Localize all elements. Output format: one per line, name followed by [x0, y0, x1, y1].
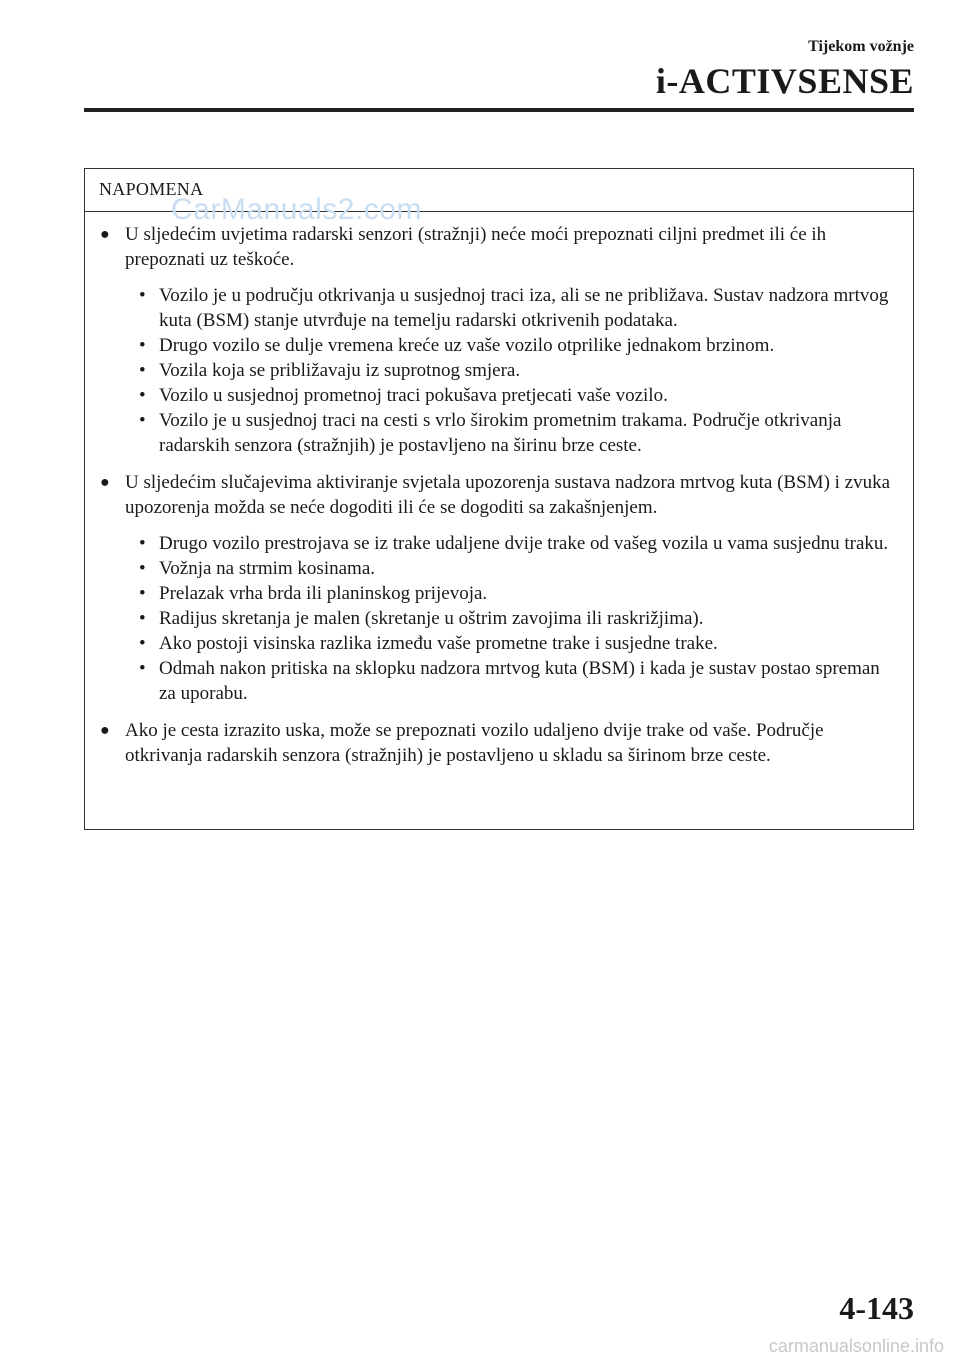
note-header — [85, 169, 913, 226]
list-item — [139, 606, 899, 631]
list-item-text: Odmah nakon pritiska na sklopku nadzora mrtvog kuta (BSM) i kada je sustav postao spreman za uporabu. — [159, 658, 880, 704]
page-number: 4-143 — [839, 1290, 914, 1326]
sub-list — [139, 531, 899, 706]
list-item — [139, 408, 899, 458]
list-item — [139, 283, 899, 333]
list-item-text: Radijus skretanja je malen (skretanje u oštrim zavojima ili raskrižjima). — [159, 608, 704, 629]
list-item — [139, 556, 899, 581]
note-section — [99, 222, 899, 458]
note-section — [99, 470, 899, 706]
bullet-marker: ● — [100, 474, 110, 491]
list-item — [139, 581, 899, 606]
list-item-text: Vozila koja se približavaju iz suprotnog smjera. — [159, 360, 521, 381]
sub-bullet-marker: • — [139, 360, 146, 381]
sub-bullet-marker: • — [139, 385, 146, 406]
section-text: U sljedećim slučajevima aktiviranje svjetala upozorenja sustava nadzora mrtvog kuta (BSM) i zvuka upozorenja možda se neće dogoditi ili će se dogoditi sa zakašnjenjem. — [125, 472, 891, 518]
note-section — [99, 718, 899, 768]
chapter-title: i-ACTIVSENSE — [655, 61, 914, 101]
sub-bullet-marker: • — [139, 658, 146, 679]
section-text: Ako je cesta izrazito uska, može se prepoznati vozilo udaljeno dvije trake od vaše. Područje otkrivanja radarskih senzora (stražnjih) je postavljeno u skladu sa širinom brze ceste. — [125, 720, 824, 766]
note-body — [85, 212, 913, 768]
sub-bullet-marker: • — [139, 533, 146, 554]
list-item — [139, 383, 899, 408]
sub-bullet-marker: • — [139, 608, 146, 629]
sub-bullet-marker: • — [139, 410, 146, 431]
list-item — [139, 333, 899, 358]
footer-watermark: carmanualsonline.info — [768, 1336, 944, 1356]
list-item-text: Prelazak vrha brda ili planinskog prijevoja. — [159, 583, 488, 604]
sub-bullet-marker: • — [139, 285, 146, 306]
list-item-text: Vožnja na strmim kosinama. — [159, 558, 376, 579]
bullet-marker: ● — [100, 722, 110, 739]
list-item-text: Vozilo je u području otkrivanja u susjednoj traci iza, ali se ne približava. Sustav nadzora mrtvog kuta (BSM) stanje utvrđuje na temelju radarski otkrivenih podataka. — [159, 285, 889, 331]
note-title: NAPOMENA — [99, 179, 204, 199]
section-label: Tijekom vožnje — [808, 38, 914, 55]
list-item-text: Ako postoji visinska razlika između vaše prometne trake i susjedne trake. — [159, 633, 718, 654]
header-rule — [84, 108, 914, 112]
watermark-logo: CarManuals2.com — [171, 193, 422, 226]
list-item-text: Drugo vozilo prestrojava se iz trake udaljene dvije trake od vašeg vozila u vama susjednu traku. — [159, 533, 889, 554]
section-text: U sljedećim uvjetima radarski senzori (stražnji) neće moći prepoznati ciljni predmet ili će ih prepoznati uz teškoće. — [125, 224, 827, 270]
list-item — [139, 531, 899, 556]
sub-bullet-marker: • — [139, 633, 146, 654]
list-item-text: Vozilo je u susjednoj traci na cesti s vrlo širokim prometnim trakama. Područje otkrivanja radarskih senzora (stražnjih) je postavljeno na širinu brze ceste. — [159, 410, 842, 456]
sub-bullet-marker: • — [139, 335, 146, 356]
list-item — [139, 656, 899, 706]
note-box — [84, 168, 914, 830]
sub-bullet-marker: • — [139, 583, 146, 604]
sub-bullet-marker: • — [139, 558, 146, 579]
list-item-text: Drugo vozilo se dulje vremena kreće uz vaše vozilo otprilike jednakom brzinom. — [159, 335, 775, 356]
bullet-marker: ● — [100, 226, 110, 243]
list-item — [139, 358, 899, 383]
sub-list — [139, 283, 899, 458]
list-item — [139, 631, 899, 656]
list-item-text: Vozilo u susjednoj prometnoj traci pokušava pretjecati vaše vozilo. — [159, 385, 668, 406]
